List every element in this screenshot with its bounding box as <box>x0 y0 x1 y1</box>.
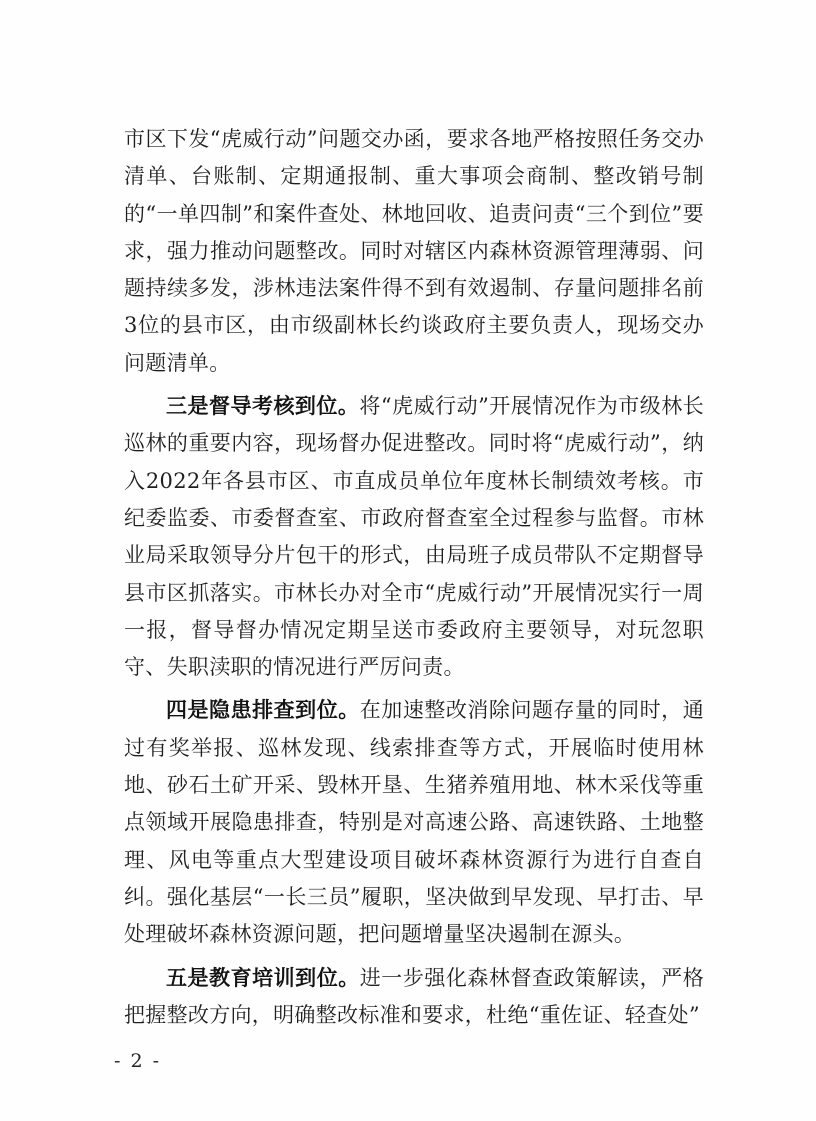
paragraph-text: 进一步强化森林督查政策解读，严格把握整改方向，明确整改标准和要求，杜绝“重佐证、轻查处” <box>124 965 704 1027</box>
paragraph-education-training <box>124 960 704 1035</box>
paragraph-text: 将“虎威行动”开展情况作为市级林长巡林的重要内容，现场督办促进整改。同时将“虎威行动”，纳入2022年各县市区、市直成员单位年度林长制绩效考核。市纪委监委、市委督查室、市政府督查室全过程参与监督。市林业局采取领导分片包干的形式，由局班子成员带队不定期督导县市区抓落实。市林长办对全市“虎威行动”开展情况实行一周一报，督导督办情况定期呈送市委政府主要领导，对玩忽职守、失职渎职的情况进行严厉问责。 <box>124 394 704 680</box>
document-body <box>124 121 704 1034</box>
paragraph-continuation <box>124 121 704 382</box>
paragraph-heading: 五是教育培训到位。 <box>166 965 360 990</box>
paragraph-heading: 四是隐患排查到位。 <box>166 698 360 723</box>
paragraph-heading: 三是督导考核到位。 <box>166 394 360 419</box>
paragraph-text: 在加速整改消除问题存量的同时，通过有奖举报、巡林发现、线索排查等方式，开展临时使用林地、砂石土矿开采、毁林开垦、生猪养殖用地、林木采伐等重点领域开展隐患排查，特别是对高速公路、高速铁路、土地整理、风电等重点大型建设项目破坏森林资源行为进行自查自纠。强化基层“一长三员”履职，坚决做到早发现、早打击、早处理破坏森林资源问题，把问题增量坚决遏制在源头。 <box>124 698 704 947</box>
page-number: - 2 - <box>114 1050 162 1072</box>
paragraph-supervision-assessment <box>124 388 704 686</box>
paragraph-hazard-inspection <box>124 692 704 953</box>
paragraph-text: 市区下发“虎威行动”问题交办函，要求各地严格按照任务交办清单、台账制、定期通报制、重大事项会商制、整改销号制的“一单四制”和案件查处、林地回收、追责问责“三个到位”要求，强力推动问题整改。同时对辖区内森林资源管理薄弱、问题持续多发，涉林违法案件得不到有效遏制、存量问题排名前3位的县市区，由市级副林长约谈政府主要负责人，现场交办问题清单。 <box>124 127 704 375</box>
